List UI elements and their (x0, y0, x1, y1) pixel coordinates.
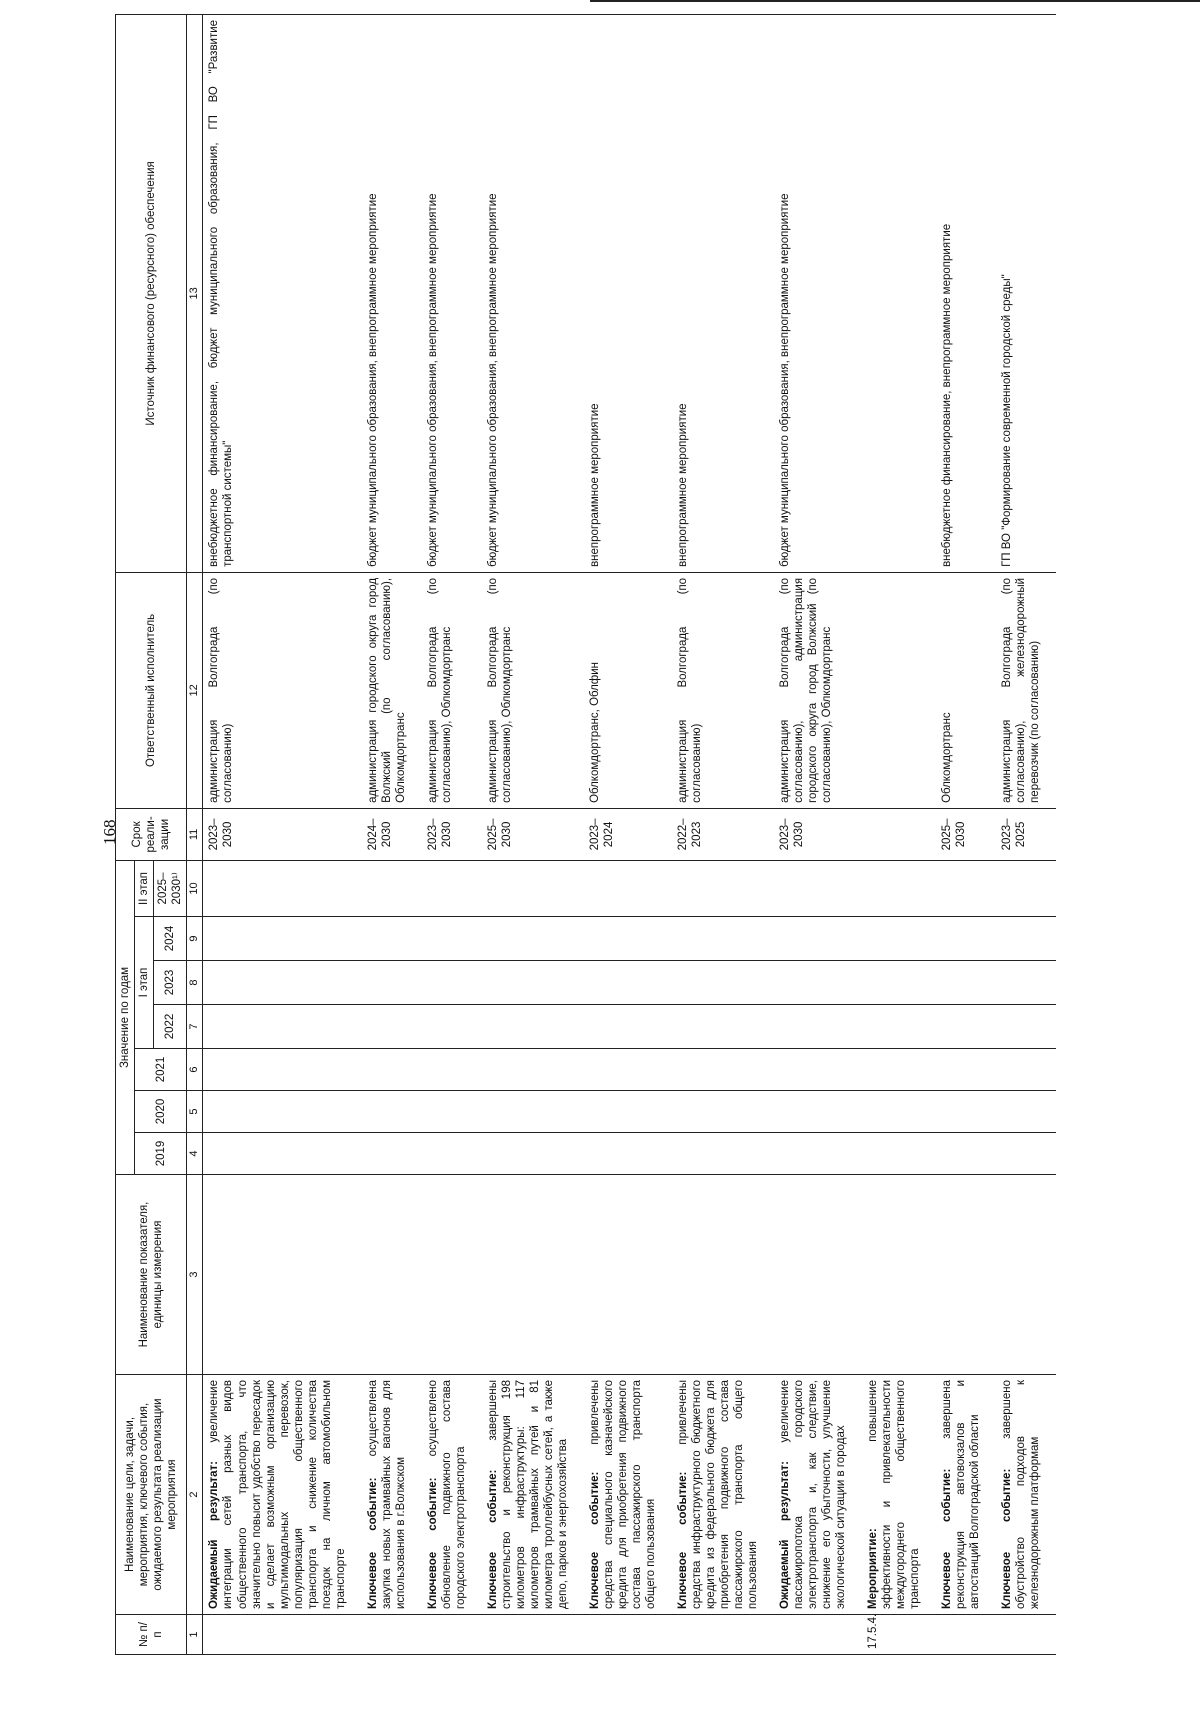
page-number: 168 (100, 819, 119, 845)
row-period: 2025–2030 (936, 808, 996, 860)
row-empty-cell (862, 1049, 936, 1091)
row-source: ГП ВО "Формирование современной городской среды" (996, 14, 1056, 572)
row-empty-cell (672, 1005, 774, 1049)
row-period: 2024–2030 (362, 808, 422, 860)
table-row (584, 14, 672, 1654)
row-empty-cell (996, 1049, 1056, 1091)
row-empty-cell (422, 961, 482, 1005)
row-lead-label: Ключевое событие: (588, 1471, 601, 1609)
row-empty-cell (996, 860, 1056, 916)
row-period (862, 808, 936, 860)
row-period: 2023–2024 (584, 808, 672, 860)
row-number (996, 1615, 1056, 1655)
row-empty-cell (362, 1005, 422, 1049)
table-row (996, 14, 1056, 1654)
row-empty-cell (936, 860, 996, 916)
row-empty-cell (996, 1005, 1056, 1049)
row-empty-cell (774, 1005, 862, 1049)
row-number (482, 1615, 584, 1655)
row-empty-cell (422, 1133, 482, 1175)
row-empty-cell (584, 860, 672, 916)
row-empty-cell (936, 1175, 996, 1375)
row-number (584, 1615, 672, 1655)
row-number (422, 1615, 482, 1655)
row-empty-cell (422, 860, 482, 916)
row-source: бюджет муниципального образования, внепрограммное мероприятие (362, 14, 422, 572)
column-number: 10 (187, 860, 203, 916)
table-row (862, 14, 936, 1654)
row-executor: администрация Волгограда (по согласованию), администрация городского округа город Волжский (по согласованию), Облкомдортранс (774, 572, 862, 808)
table-row (203, 14, 362, 1654)
row-empty-cell (203, 1133, 362, 1175)
row-text: осуществлено обновление подвижного состава городского электротранспорта (426, 1380, 467, 1609)
row-description (672, 1375, 774, 1615)
row-text: привлечены средства инфраструктурного бюджетного кредита из федерального бюджета для приобретения подвижного состава пассажирского транспорта общего пользования (676, 1380, 759, 1609)
row-empty-cell (203, 917, 362, 961)
row-empty-cell (996, 1091, 1056, 1133)
row-empty-cell (482, 1049, 584, 1091)
row-description (996, 1375, 1056, 1615)
row-source: внебюджетное финансирование, внепрограммное мероприятие (936, 14, 996, 572)
header-2024: 2024 (154, 917, 187, 961)
row-number (203, 1615, 362, 1655)
row-number (362, 1615, 422, 1655)
column-number: 13 (187, 14, 203, 572)
column-number: 8 (187, 961, 203, 1005)
row-empty-cell (862, 1005, 936, 1049)
row-empty-cell (774, 1133, 862, 1175)
row-number (672, 1615, 774, 1655)
row-executor: Облкомдортранс (936, 572, 996, 808)
row-lead-label: Ожидаемый результат: (778, 1460, 791, 1609)
header-executor: Ответственный исполнитель (116, 572, 187, 808)
row-empty-cell (584, 1175, 672, 1375)
row-empty-cell (862, 1091, 936, 1133)
row-empty-cell (672, 961, 774, 1005)
row-lead-label: Ключевое событие: (366, 1477, 379, 1609)
row-executor: администрация Волгограда (по согласованию), железнодорожный перевозчик (по согласованию) (996, 572, 1056, 808)
row-empty-cell (203, 1049, 362, 1091)
row-empty-cell (672, 1133, 774, 1175)
header-values-by-year: Значение по годам (116, 860, 135, 1174)
row-empty-cell (422, 917, 482, 961)
row-description (482, 1375, 584, 1615)
row-source (862, 14, 936, 572)
table-body (203, 14, 1056, 1654)
row-source: бюджет муниципального образования, внепрограммное мероприятие (422, 14, 482, 572)
row-empty-cell (584, 1091, 672, 1133)
row-empty-cell (996, 917, 1056, 961)
row-empty-cell (584, 1133, 672, 1175)
row-empty-cell (862, 1175, 936, 1375)
row-empty-cell (672, 860, 774, 916)
row-text: увеличение пассажиропотока городского электротранспорта и, как следствие, снижение его убыточности, улучшение экологической ситуации в городах (778, 1380, 848, 1609)
row-empty-cell (482, 1091, 584, 1133)
plan-table (115, 14, 1056, 1655)
table-row (362, 14, 422, 1654)
header-indicator: Наименование показателя, единицы измерения (116, 1175, 187, 1375)
table-row (774, 14, 862, 1654)
row-empty-cell (422, 1175, 482, 1375)
row-text: осуществлена закупка новых трамвайных вагонов для использования в г.Волжском (366, 1380, 407, 1609)
row-empty-cell (584, 917, 672, 961)
row-empty-cell (482, 1005, 584, 1049)
row-lead-label: Мероприятие: (867, 1528, 880, 1609)
row-source: бюджет муниципального образования, внепрограммное мероприятие (774, 14, 862, 572)
row-empty-cell (996, 1175, 1056, 1375)
row-empty-cell (362, 917, 422, 961)
header-2020: 2020 (135, 1091, 187, 1133)
row-empty-cell (203, 860, 362, 916)
header-2025-2030: 2025–2030¹⁾ (154, 860, 187, 916)
header-2019: 2019 (135, 1133, 187, 1175)
row-lead-label: Ключевое событие: (676, 1471, 689, 1609)
row-number: 17.5.4. (862, 1615, 936, 1655)
row-text: привлечены средства специального казначейского кредита для приобретения подвижного состава пассажирского транспорта общего пользования (588, 1380, 657, 1609)
row-period: 2023–2030 (203, 808, 362, 860)
row-empty-cell (996, 961, 1056, 1005)
row-empty-cell (422, 1005, 482, 1049)
row-empty-cell (936, 1091, 996, 1133)
row-lead-label: Ключевое событие: (426, 1477, 439, 1609)
row-empty-cell (936, 1005, 996, 1049)
row-empty-cell (482, 917, 584, 961)
row-source: бюджет муниципального образования, внепрограммное мероприятие (482, 14, 584, 572)
row-source: внебюджетное финансирование, бюджет муниципального образования, ГП ВО "Развитие транспортной системы" (203, 14, 362, 572)
row-empty-cell (482, 1175, 584, 1375)
column-number: 6 (187, 1049, 203, 1091)
row-empty-cell (862, 961, 936, 1005)
row-executor (862, 572, 936, 808)
row-empty-cell (203, 1091, 362, 1133)
row-empty-cell (482, 1133, 584, 1175)
row-period: 2023–2030 (422, 808, 482, 860)
header-2021: 2021 (135, 1049, 187, 1091)
row-empty-cell (362, 961, 422, 1005)
column-number: 1 (187, 1615, 203, 1655)
column-number: 11 (187, 808, 203, 860)
row-number (936, 1615, 996, 1655)
header-period: Срок реали-зации (116, 808, 187, 860)
row-empty-cell (862, 1133, 936, 1175)
row-executor: администрация Волгограда (по согласованию) (672, 572, 774, 808)
row-empty-cell (422, 1091, 482, 1133)
row-source: внепрограммное мероприятие (584, 14, 672, 572)
row-empty-cell (362, 1049, 422, 1091)
row-lead-label: Ключевое событие: (941, 1468, 954, 1609)
row-empty-cell (203, 1005, 362, 1049)
row-text: завершены строительство и реконструкция 198 километров инфраструктуры: 117 километров трамвайных путей и 81 километра троллейбусных сетей, а также депо, парков и энергохозяйства (486, 1380, 569, 1609)
row-description (362, 1375, 422, 1615)
row-empty-cell (996, 1133, 1056, 1175)
row-empty-cell (774, 917, 862, 961)
row-period: 2022–2023 (672, 808, 774, 860)
header-stage-2: II этап (135, 860, 154, 916)
row-description (584, 1375, 672, 1615)
row-empty-cell (936, 1133, 996, 1175)
row-empty-cell (362, 860, 422, 916)
row-empty-cell (584, 1005, 672, 1049)
row-empty-cell (362, 1133, 422, 1175)
row-empty-cell (584, 1049, 672, 1091)
row-lead-label: Ключевое событие: (486, 1469, 499, 1609)
header-2022: 2022 (154, 1005, 187, 1049)
table-row (482, 14, 584, 1654)
row-lead-label: Ожидаемый результат: (208, 1460, 221, 1609)
column-number: 2 (187, 1375, 203, 1615)
row-empty-cell (362, 1175, 422, 1375)
row-executor: администрация городского округа город Волжский (по согласованию), Облкомдортранс (362, 572, 422, 808)
row-period: 2023–2025 (996, 808, 1056, 860)
header-num: № п/п (116, 1615, 187, 1655)
row-empty-cell (203, 1175, 362, 1375)
row-source: внепрограммное мероприятие (672, 14, 774, 572)
row-empty-cell (862, 860, 936, 916)
row-empty-cell (936, 1049, 996, 1091)
table-row (422, 14, 482, 1654)
row-empty-cell (774, 1175, 862, 1375)
row-text: завершена реконструкция автовокзалов и автостанций Волгоградской области (941, 1380, 982, 1609)
row-description (203, 1375, 362, 1615)
row-empty-cell (482, 860, 584, 916)
row-empty-cell (422, 1049, 482, 1091)
row-empty-cell (203, 961, 362, 1005)
row-description (936, 1375, 996, 1615)
column-number: 3 (187, 1175, 203, 1375)
header-stage-1: I этап (135, 917, 154, 1049)
row-empty-cell (774, 860, 862, 916)
row-text: повышение эффективности и привлекательности междугороднего общественного транспорта (867, 1380, 922, 1609)
row-period: 2025–2030 (482, 808, 584, 860)
row-empty-cell (672, 1175, 774, 1375)
scan-edge-line (590, 0, 1200, 2)
row-empty-cell (672, 1091, 774, 1133)
row-description (862, 1375, 936, 1615)
column-number: 5 (187, 1091, 203, 1133)
row-number (774, 1615, 862, 1655)
row-executor: администрация Волгограда (по согласованию), Облкомдортранс (482, 572, 584, 808)
table-row (936, 14, 996, 1654)
row-empty-cell (672, 917, 774, 961)
table-row (672, 14, 774, 1654)
row-executor: Облкомдортранс, Облфин (584, 572, 672, 808)
row-period: 2023–2030 (774, 808, 862, 860)
header-source: Источник финансового (ресурсного) обеспечения (116, 14, 187, 572)
header-2023: 2023 (154, 961, 187, 1005)
rotated-table-sheet (115, 15, 1200, 1655)
row-executor: администрация Волгограда (по согласованию), Облкомдортранс (422, 572, 482, 808)
row-text: увеличение интеграции сетей разных видов общественного транспорта, что значительно повысит удобство пересадок и сделает возможным организацию мультимодальных перевозок, популяризация общественного транспорта и снижение количества поездок на личном автомобильном транспорте (208, 1380, 347, 1609)
column-number: 4 (187, 1133, 203, 1175)
row-empty-cell (482, 961, 584, 1005)
column-number: 12 (187, 572, 203, 808)
row-empty-cell (936, 917, 996, 961)
row-executor: администрация Волгограда (по согласованию) (203, 572, 362, 808)
row-description (422, 1375, 482, 1615)
row-empty-cell (584, 961, 672, 1005)
column-number: 7 (187, 1005, 203, 1049)
row-empty-cell (936, 961, 996, 1005)
header-name: Наименование цели, задачи, мероприятия, ключевого события, ожидаемого результата реализации мероприятия (116, 1375, 187, 1615)
row-empty-cell (774, 1091, 862, 1133)
row-empty-cell (672, 1049, 774, 1091)
row-description (774, 1375, 862, 1615)
row-empty-cell (362, 1091, 422, 1133)
row-empty-cell (862, 917, 936, 961)
row-lead-label: Ключевое событие: (1001, 1468, 1014, 1609)
column-number: 9 (187, 917, 203, 961)
row-text: завершено обустройство подходов к железнодорожным платформам (1001, 1380, 1042, 1609)
row-empty-cell (774, 961, 862, 1005)
row-empty-cell (774, 1049, 862, 1091)
